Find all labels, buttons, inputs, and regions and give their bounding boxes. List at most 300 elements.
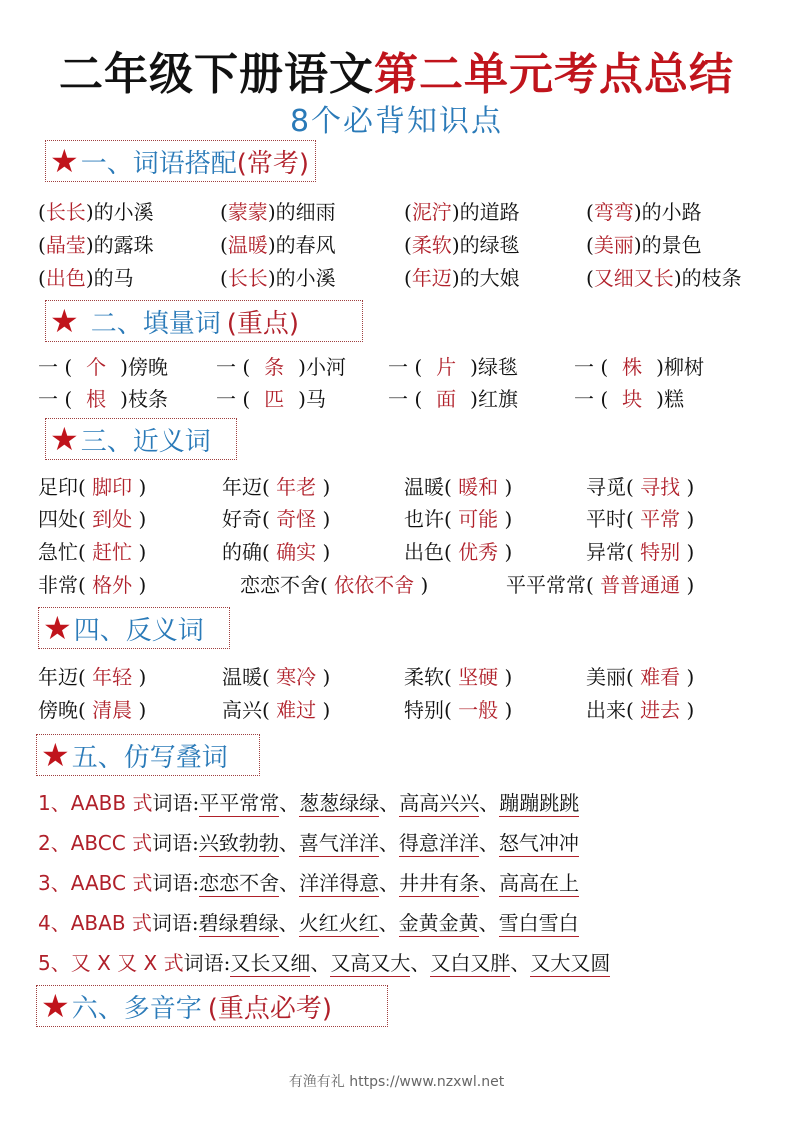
word-text: 寻觅: [586, 475, 626, 499]
synonym-item: [38, 472, 146, 502]
section-heading-synonyms: [45, 418, 237, 460]
answer-text: 蒙蒙: [227, 200, 268, 224]
paren-open: (: [586, 266, 594, 290]
phrase-text: )枝条: [120, 387, 168, 411]
item-number: 1、: [38, 791, 71, 815]
paren-open: (: [262, 475, 277, 499]
antonym-item: [404, 662, 512, 692]
paren-open: (: [444, 540, 459, 564]
collocation-item: [38, 197, 154, 227]
paren-close: ): [132, 698, 147, 722]
paren-open: (: [444, 665, 459, 689]
page-title: [0, 38, 793, 102]
synonym-item: [38, 570, 146, 600]
phrase-text: )红旗: [470, 387, 518, 411]
paren-open: (: [78, 665, 93, 689]
paren-open: (: [586, 233, 594, 257]
example-word: 得意洋洋: [398, 831, 479, 855]
paren-open: (: [78, 475, 93, 499]
star-icon: ★: [41, 736, 70, 774]
reduplication-item: [38, 788, 579, 818]
phrase-text: )柳树: [656, 355, 704, 379]
answer-text: 柔软: [411, 233, 452, 257]
antonym-item: [222, 695, 330, 725]
heading-note: (重点必考): [207, 993, 332, 1024]
paren-close: ): [498, 540, 513, 564]
antonym-item: [586, 662, 694, 692]
measure-word-item: [388, 384, 518, 414]
section-heading-reduplication: [36, 734, 260, 776]
synonym-item: [404, 504, 512, 534]
prefix-text: 一 (: [216, 355, 251, 379]
phrase-text: 的道路: [459, 200, 520, 224]
answer-text: 株: [622, 355, 643, 379]
heading-label: 六、多音字: [71, 993, 202, 1024]
answer-text: 到处: [92, 507, 133, 531]
paren-close: ): [132, 573, 147, 597]
item-number: 4、: [38, 911, 71, 935]
example-word: 恋恋不舍: [199, 871, 280, 895]
separator: 、: [410, 951, 431, 975]
paren-close: ): [680, 507, 695, 531]
answer-text: 长长: [45, 200, 86, 224]
paren-open: (: [38, 266, 46, 290]
paren-open: (: [586, 573, 601, 597]
answer-text: 年老: [276, 475, 317, 499]
antonym-row: [0, 695, 793, 725]
separator: 、: [310, 951, 331, 975]
paren-open: (: [626, 540, 641, 564]
paren-open: (: [320, 573, 335, 597]
star-icon: ★: [41, 987, 70, 1025]
collocation-item: [38, 263, 134, 293]
collocation-item: [586, 230, 702, 260]
title-part-grade: 二年级下册语文: [59, 49, 374, 100]
paren-open: (: [626, 698, 641, 722]
paren-close: ): [498, 507, 513, 531]
synonym-item: [240, 570, 428, 600]
example-word: 又白又胖: [430, 951, 511, 975]
word-text: 也许: [404, 507, 444, 531]
paren-open: (: [78, 507, 93, 531]
heading-note: (重点): [226, 308, 299, 339]
word-text: 平平常常: [506, 573, 586, 597]
word-text: 柔软: [404, 665, 444, 689]
paren-open: (: [444, 507, 459, 531]
paren-close: ): [680, 540, 695, 564]
paren-close: ): [498, 665, 513, 689]
paren-close: ): [316, 665, 331, 689]
collocation-item: [38, 230, 154, 260]
answer-text: 优秀: [458, 540, 499, 564]
synonym-row: [0, 570, 793, 600]
paren-open: (: [262, 540, 277, 564]
answer-text: 条: [264, 355, 285, 379]
answer-text: 坚硬: [458, 665, 499, 689]
example-word: 雪白雪白: [498, 911, 579, 935]
collocation-row: [0, 197, 793, 227]
answer-text: 温暖: [227, 233, 268, 257]
paren-close: ): [85, 266, 94, 290]
prefix-text: 一 (: [388, 387, 423, 411]
paren-open: (: [262, 698, 277, 722]
example-word: 火红火红: [298, 911, 379, 935]
synonym-row: [0, 537, 793, 567]
paren-close: ): [132, 665, 147, 689]
word-text: 温暖: [222, 665, 262, 689]
reduplication-row: [0, 868, 793, 898]
answer-text: 难过: [276, 698, 317, 722]
paren-close: ): [498, 698, 513, 722]
prefix-text: 一 (: [216, 387, 251, 411]
word-text: 恋恋不舍: [240, 573, 320, 597]
prefix-text: 一 (: [574, 355, 609, 379]
collocation-item: [220, 197, 336, 227]
collocation-item: [586, 197, 702, 227]
reduplication-row: [0, 788, 793, 818]
word-text: 特别: [404, 698, 444, 722]
answer-text: 特别: [640, 540, 681, 564]
phrase-text: 的小溪: [275, 266, 336, 290]
paren-open: (: [404, 266, 412, 290]
phrase-text: 的大娘: [459, 266, 520, 290]
word-text: 温暖: [404, 475, 444, 499]
paren-close: ): [316, 698, 331, 722]
example-word: 高高兴兴: [399, 791, 480, 815]
collocation-row: [0, 263, 793, 293]
paren-close: ): [633, 233, 642, 257]
example-word: 蹦蹦跳跳: [499, 791, 580, 815]
reduplication-item: [38, 828, 579, 858]
example-word: 平平常常: [199, 791, 280, 815]
measure-word-row: [0, 384, 793, 414]
pattern-label: ABCC 式: [70, 831, 153, 855]
phrase-text: )糕: [656, 387, 684, 411]
measure-word-row: [0, 352, 793, 382]
section-heading-collocation: [45, 140, 316, 182]
phrase-text: )马: [298, 387, 326, 411]
antonym-item: [38, 662, 146, 692]
phrase-text: 的景色: [641, 233, 702, 257]
section-heading-measure-words: [45, 300, 363, 342]
answer-text: 出色: [45, 266, 86, 290]
answer-text: 奇怪: [276, 507, 317, 531]
answer-text: 年迈: [411, 266, 452, 290]
antonym-item: [222, 662, 330, 692]
word-text: 平时: [586, 507, 626, 531]
answer-text: 难看: [640, 665, 681, 689]
answer-text: 格外: [92, 573, 133, 597]
paren-close: ): [316, 507, 331, 531]
answer-text: 进去: [640, 698, 681, 722]
words-label: 词语:: [152, 831, 199, 855]
word-text: 非常: [38, 573, 78, 597]
answer-text: 依依不舍: [334, 573, 415, 597]
phrase-text: 的细雨: [275, 200, 336, 224]
paren-open: (: [586, 200, 594, 224]
heading-label: 二、填量词: [90, 308, 221, 339]
word-text: 好奇: [222, 507, 262, 531]
paren-close: ): [132, 507, 147, 531]
paren-open: (: [78, 698, 93, 722]
word-text: 出色: [404, 540, 444, 564]
paren-close: ): [85, 200, 94, 224]
separator: 、: [378, 831, 399, 855]
example-word: 怒气冲冲: [498, 831, 579, 855]
measure-word-item: [574, 384, 684, 414]
example-word: 又大又圆: [530, 951, 611, 975]
synonym-item: [586, 472, 694, 502]
example-word: 又高又大: [330, 951, 411, 975]
synonym-item: [506, 570, 694, 600]
paren-open: (: [262, 507, 277, 531]
antonym-item: [38, 695, 146, 725]
paren-open: (: [444, 475, 459, 499]
measure-word-item: [38, 384, 168, 414]
collocation-item: [586, 263, 742, 293]
star-icon: ★: [50, 420, 79, 458]
item-number: 5、: [38, 951, 71, 975]
example-word: 高高在上: [499, 871, 580, 895]
phrase-text: 的枝条: [681, 266, 742, 290]
example-word: 兴致勃勃: [198, 831, 279, 855]
word-text: 出来: [586, 698, 626, 722]
phrase-text: 的绿毯: [459, 233, 520, 257]
synonym-item: [38, 537, 146, 567]
reduplication-row: [0, 828, 793, 858]
paren-open: (: [38, 233, 46, 257]
phrase-text: 的露珠: [93, 233, 154, 257]
paren-open: (: [220, 266, 228, 290]
answer-text: 面: [436, 387, 457, 411]
paren-close: ): [85, 233, 94, 257]
example-word: 又长又细: [230, 951, 311, 975]
paren-close: ): [633, 200, 642, 224]
heading-label: 四、反义词: [73, 615, 204, 646]
heading-label: 一、词语搭配: [80, 148, 237, 179]
paren-close: ): [267, 266, 276, 290]
pattern-label: 又 X 又 X 式: [70, 951, 184, 975]
collocation-item: [220, 263, 336, 293]
separator: 、: [379, 871, 400, 895]
word-text: 四处: [38, 507, 78, 531]
synonym-item: [38, 504, 146, 534]
answer-text: 暖和: [458, 475, 499, 499]
paren-open: (: [626, 507, 641, 531]
answer-text: 片: [436, 355, 457, 379]
page-subtitle: 8个必背知识点: [289, 104, 504, 139]
phrase-text: 的小路: [641, 200, 702, 224]
word-text: 傍晚: [38, 698, 78, 722]
paren-close: ): [451, 233, 460, 257]
separator: 、: [479, 791, 500, 815]
phrase-text: 的马: [93, 266, 134, 290]
heading-label: 五、仿写叠词: [71, 742, 228, 773]
answer-text: 匹: [264, 387, 285, 411]
antonym-item: [404, 695, 512, 725]
section-heading-antonyms: [38, 607, 230, 649]
words-label: 词语:: [151, 911, 199, 935]
answer-text: 清晨: [92, 698, 133, 722]
item-number: 3、: [38, 871, 71, 895]
example-word: 金黄金黄: [398, 911, 479, 935]
star-icon: ★: [50, 142, 79, 180]
separator: 、: [478, 911, 499, 935]
word-text: 急忙: [38, 540, 78, 564]
separator: 、: [479, 871, 500, 895]
collocation-item: [220, 230, 336, 260]
example-word: 葱葱绿绿: [299, 791, 380, 815]
pattern-label: AABC 式: [70, 871, 153, 895]
paren-close: ): [451, 200, 460, 224]
synonym-item: [222, 504, 330, 534]
answer-text: 确实: [276, 540, 317, 564]
reduplication-row: [0, 908, 793, 938]
measure-word-item: [216, 384, 326, 414]
separator: 、: [379, 791, 400, 815]
paren-close: ): [132, 475, 147, 499]
separator: 、: [279, 791, 300, 815]
answer-text: 平常: [640, 507, 681, 531]
paren-open: (: [626, 475, 641, 499]
answer-text: 个: [86, 355, 107, 379]
paren-open: (: [626, 665, 641, 689]
reduplication-item: [38, 868, 579, 898]
answer-text: 晶莹: [45, 233, 86, 257]
measure-word-item: [574, 352, 704, 382]
words-label: 词语:: [183, 951, 231, 975]
reduplication-row: [0, 948, 793, 978]
separator: 、: [378, 911, 399, 935]
synonym-item: [586, 504, 694, 534]
paren-open: (: [444, 698, 459, 722]
paren-close: ): [680, 573, 695, 597]
heading-label: 三、近义词: [80, 426, 211, 457]
footer-watermark: 有渔有礼 https://www.nzxwl.net: [288, 1074, 505, 1090]
paren-open: (: [220, 200, 228, 224]
synonym-row: [0, 504, 793, 534]
measure-word-item: [38, 352, 168, 382]
paren-close: ): [267, 200, 276, 224]
paren-open: (: [38, 200, 46, 224]
measure-word-item: [388, 352, 518, 382]
antonym-item: [586, 695, 694, 725]
star-icon: ★: [50, 302, 79, 340]
answer-text: 寒冷: [276, 665, 317, 689]
word-text: 年迈: [38, 665, 78, 689]
answer-text: 长长: [227, 266, 268, 290]
phrase-text: 的春风: [275, 233, 336, 257]
collocation-item: [404, 197, 520, 227]
synonym-item: [222, 537, 330, 567]
prefix-text: 一 (: [38, 387, 73, 411]
word-text: 足印: [38, 475, 78, 499]
paren-open: (: [404, 200, 412, 224]
pattern-label: AABB 式: [70, 791, 153, 815]
phrase-text: )小河: [298, 355, 346, 379]
answer-text: 一般: [458, 698, 499, 722]
synonym-item: [586, 537, 694, 567]
word-text: 异常: [586, 540, 626, 564]
answer-text: 可能: [458, 507, 499, 531]
answer-text: 普普通通: [600, 573, 681, 597]
answer-text: 又细又长: [593, 266, 674, 290]
synonym-item: [222, 472, 330, 502]
answer-text: 脚印: [92, 475, 133, 499]
paren-close: ): [316, 475, 331, 499]
prefix-text: 一 (: [388, 355, 423, 379]
example-word: 井井有条: [399, 871, 480, 895]
answer-text: 寻找: [640, 475, 681, 499]
answer-text: 弯弯: [593, 200, 634, 224]
synonym-item: [404, 537, 512, 567]
word-text: 的确: [222, 540, 262, 564]
words-label: 词语:: [152, 791, 200, 815]
heading-note: (常考): [236, 148, 309, 179]
example-word: 碧绿碧绿: [198, 911, 279, 935]
paren-open: (: [220, 233, 228, 257]
collocation-item: [404, 263, 520, 293]
title-part-unit: 第二单元考点总结: [374, 49, 734, 100]
answer-text: 块: [622, 387, 643, 411]
paren-close: ): [451, 266, 460, 290]
paren-close: ): [680, 475, 695, 499]
paren-close: ): [132, 540, 147, 564]
collocation-row: [0, 230, 793, 260]
collocation-item: [404, 230, 520, 260]
paren-close: ): [267, 233, 276, 257]
paren-close: ): [316, 540, 331, 564]
answer-text: 赶忙: [92, 540, 133, 564]
paren-open: (: [404, 233, 412, 257]
example-word: 喜气洋洋: [298, 831, 379, 855]
paren-open: (: [78, 540, 93, 564]
word-text: 高兴: [222, 698, 262, 722]
synonym-item: [404, 472, 512, 502]
prefix-text: 一 (: [574, 387, 609, 411]
paren-close: ): [680, 698, 695, 722]
separator: 、: [478, 831, 499, 855]
item-number: 2、: [38, 831, 71, 855]
example-word: 洋洋得意: [299, 871, 380, 895]
answer-text: 美丽: [593, 233, 634, 257]
prefix-text: 一 (: [38, 355, 73, 379]
paren-close: ): [498, 475, 513, 499]
paren-close: ): [414, 573, 429, 597]
separator: 、: [278, 831, 299, 855]
separator: 、: [279, 871, 300, 895]
paren-open: (: [78, 573, 93, 597]
measure-word-item: [216, 352, 346, 382]
phrase-text: )绿毯: [470, 355, 518, 379]
answer-text: 根: [86, 387, 107, 411]
phrase-text: )傍晚: [120, 355, 168, 379]
paren-open: (: [262, 665, 277, 689]
paren-close: ): [673, 266, 682, 290]
paren-close: ): [680, 665, 695, 689]
phrase-text: 的小溪: [93, 200, 154, 224]
separator: 、: [510, 951, 531, 975]
pattern-label: ABAB 式: [70, 911, 152, 935]
answer-text: 泥泞: [411, 200, 452, 224]
word-text: 年迈: [222, 475, 262, 499]
answer-text: 年轻: [92, 665, 133, 689]
antonym-row: [0, 662, 793, 692]
section-heading-polyphones: [36, 985, 388, 1027]
synonym-row: [0, 472, 793, 502]
separator: 、: [278, 911, 299, 935]
reduplication-item: [38, 948, 610, 978]
